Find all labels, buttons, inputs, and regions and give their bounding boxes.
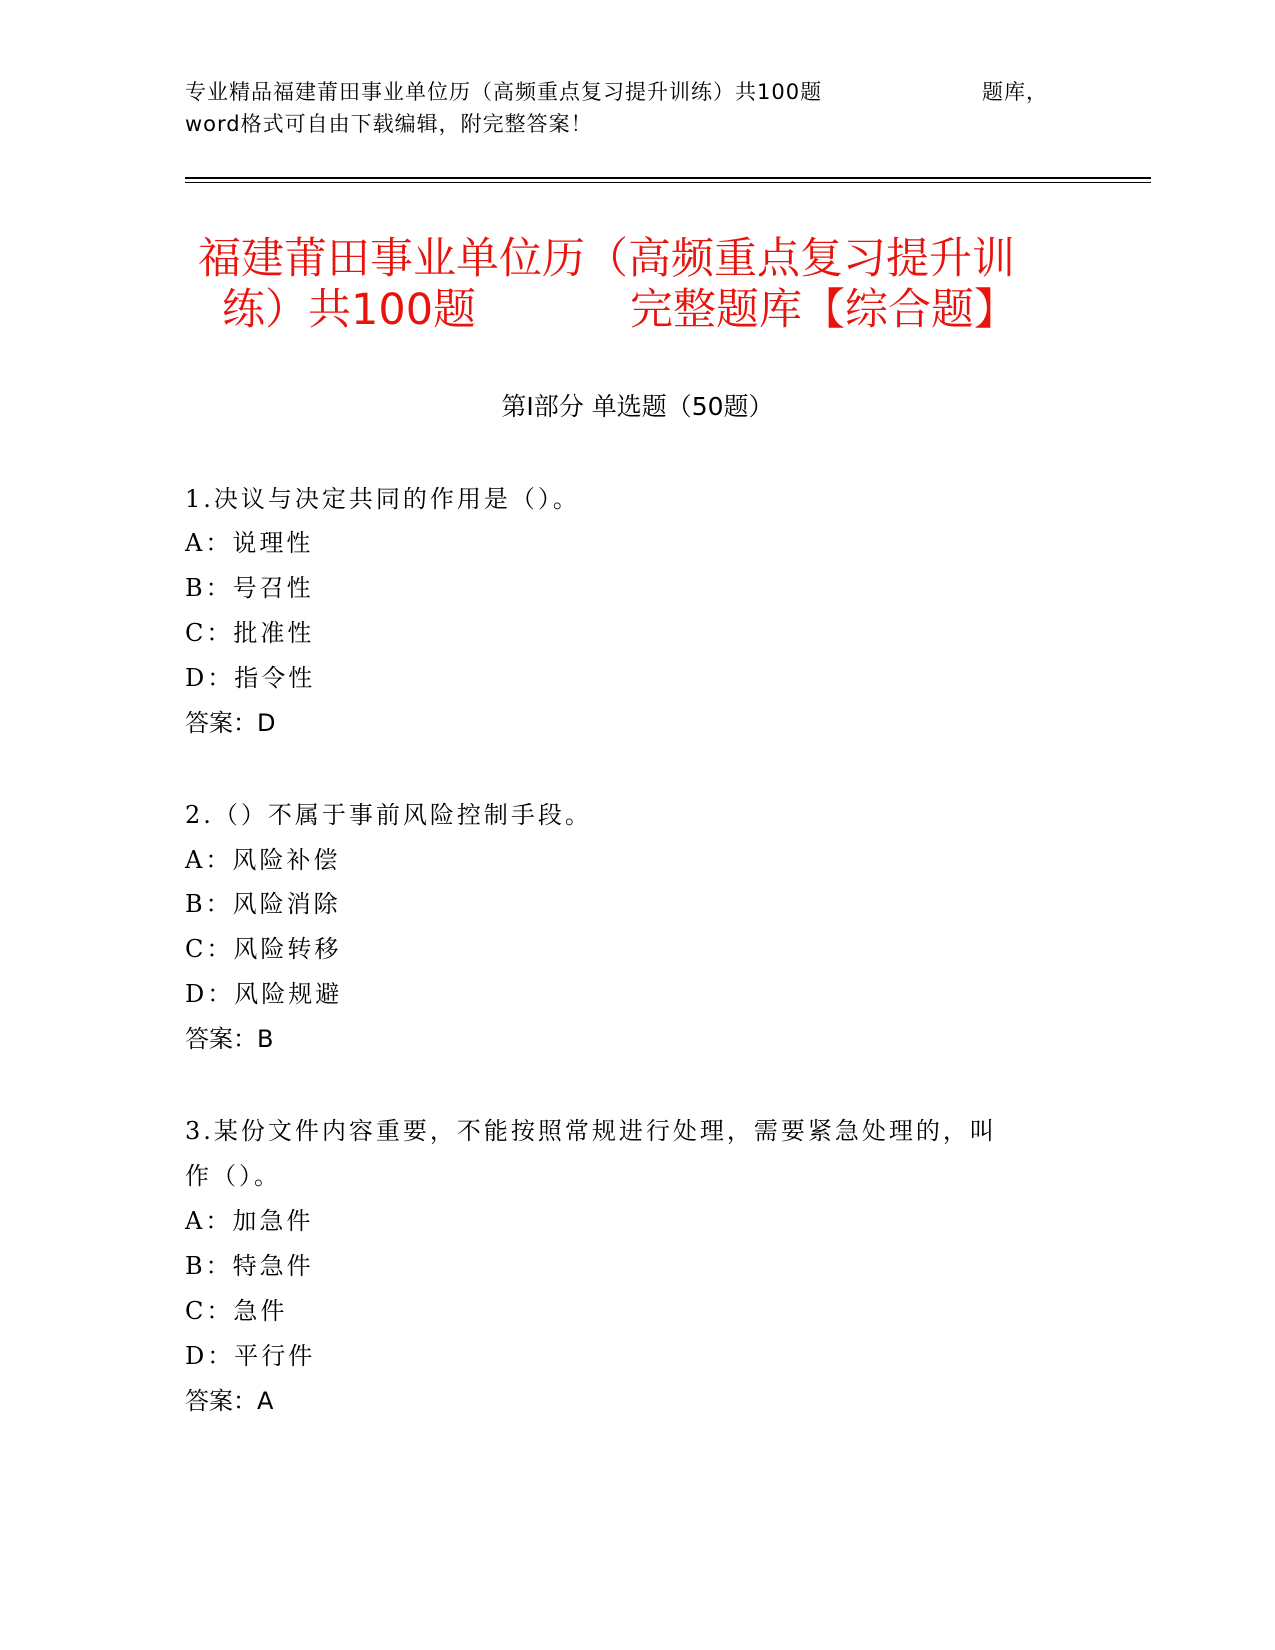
header-line2: word格式可自由下载编辑，附完整答案！	[185, 112, 593, 136]
question-3-stem-line1: 3.某份文件内容重要，不能按照常规进行处理，需要紧急处理的，叫	[185, 1117, 997, 1145]
question-2-option-b: B：风险消除	[185, 890, 341, 918]
question-1-answer: 答案：D	[185, 709, 276, 737]
question-1-option-d: D：指令性	[185, 664, 316, 692]
question-3-option-a: A：加急件	[185, 1207, 314, 1235]
header-line1-right: 题库，	[982, 80, 1048, 104]
question-2-stem: 2.（）不属于事前风险控制手段。	[185, 801, 592, 829]
question-1-stem: 1.决议与决定共同的作用是（）。	[185, 485, 580, 513]
question-3-option-c: C：急件	[185, 1297, 288, 1325]
question-3-option-d: D：平行件	[185, 1342, 316, 1370]
header-line1-left: 专业精品福建莆田事业单位历（高频重点复习提升训练）共100题	[185, 80, 823, 104]
question-2-answer: 答案：B	[185, 1025, 274, 1053]
question-3-option-b: B：特急件	[185, 1252, 314, 1280]
question-1-option-c: C：批准性	[185, 619, 315, 647]
document-title-line2-left: 练）共100题	[222, 285, 477, 335]
header-rule-thin	[185, 182, 1151, 183]
document-title-line2-right: 完整题库【综合题】	[630, 285, 1017, 335]
question-1-option-a: A：说理性	[185, 529, 314, 557]
question-3-stem-line2: 作（）。	[185, 1162, 281, 1190]
question-2-option-a: A：风险补偿	[185, 846, 341, 874]
document-title-line1: 福建莆田事业单位历（高频重点复习提升训	[198, 234, 1015, 284]
question-2-option-d: D：风险规避	[185, 980, 343, 1008]
section-heading: 第Ⅰ部分 单选题（50题）	[501, 392, 774, 421]
question-1-option-b: B：号召性	[185, 574, 314, 602]
question-3-answer: 答案：A	[185, 1387, 274, 1415]
header-rule-thick	[185, 177, 1151, 179]
question-2-option-c: C：风险转移	[185, 935, 342, 963]
